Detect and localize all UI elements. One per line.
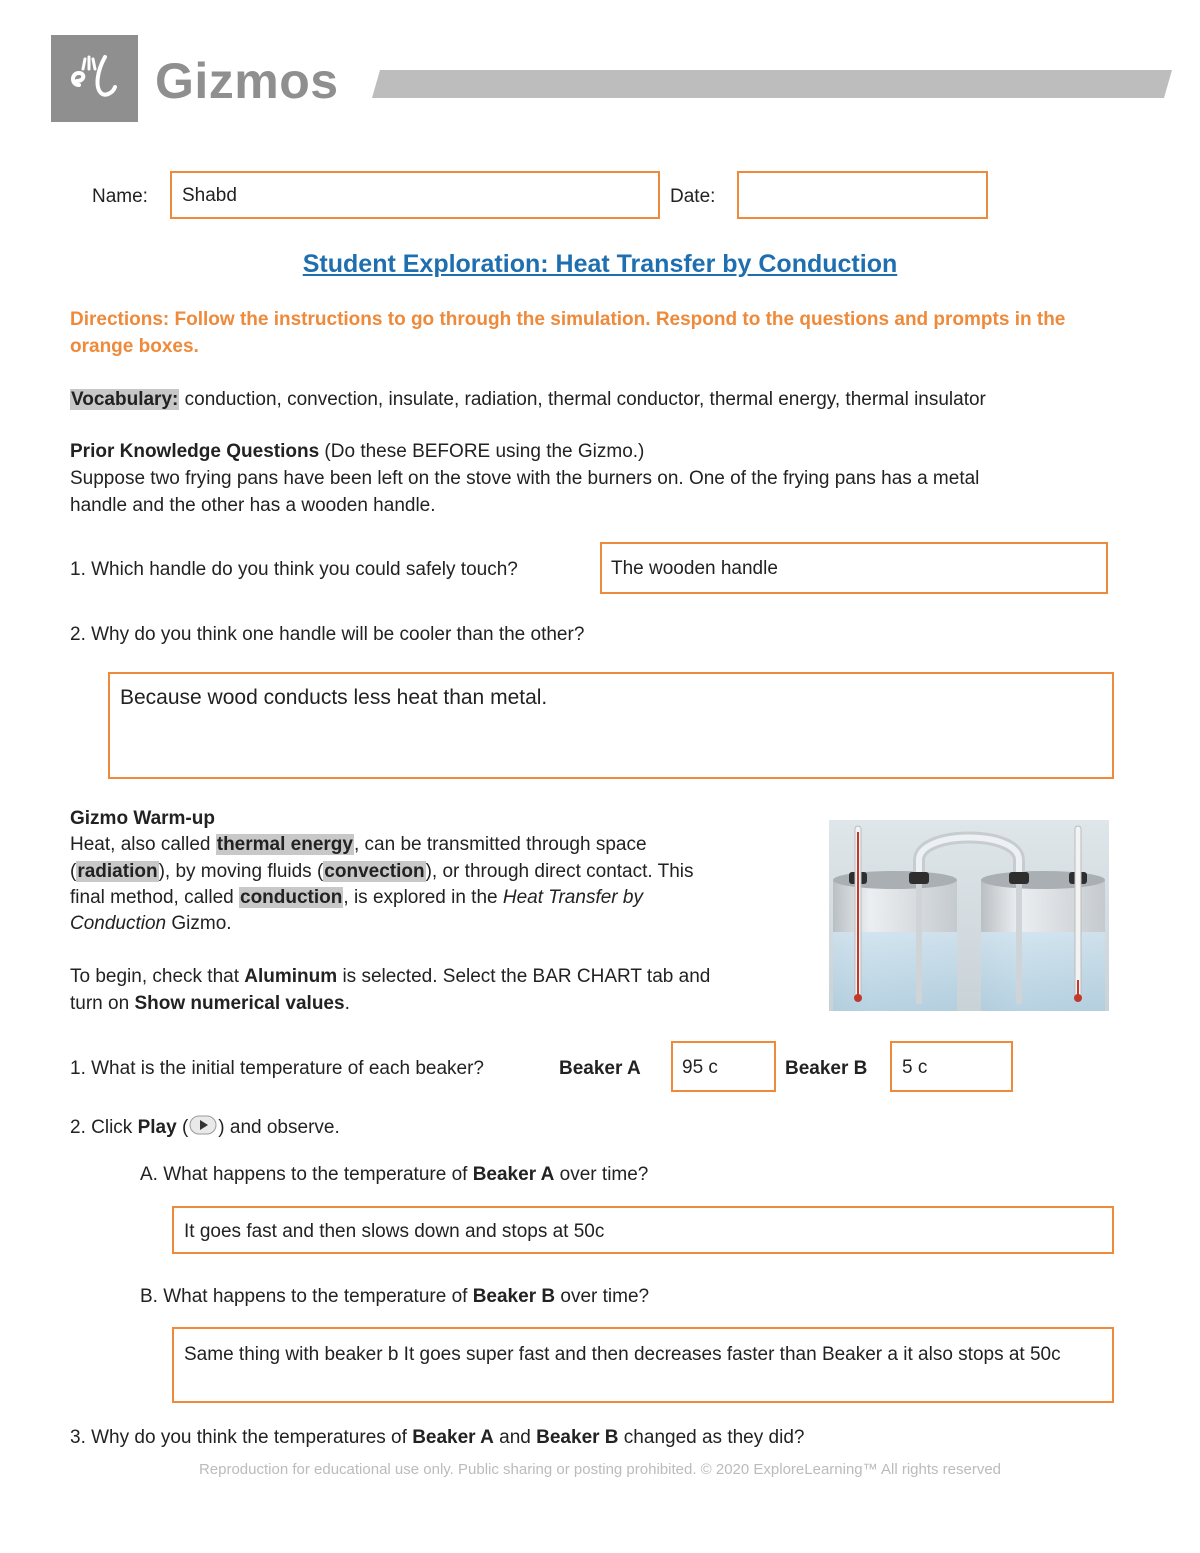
warmup-text: 3. Why do you think the temperatures of: [70, 1427, 413, 1448]
warmup-text: 2. Click: [70, 1117, 138, 1138]
warmup-line-5: [70, 963, 710, 990]
brand-name: Gizmos: [155, 53, 339, 109]
warmup-text: A. What happens to the temperature of: [140, 1164, 473, 1185]
beaker-b-ref: Beaker B: [472, 1286, 556, 1307]
beaker-b-ref: Beaker B: [536, 1427, 619, 1448]
beaker-b-value: 5 c: [902, 1057, 928, 1078]
term-radiation: radiation: [77, 861, 158, 882]
warmup-text: B. What happens to the temperature of: [140, 1286, 473, 1307]
beaker-a-input[interactable]: [671, 1041, 776, 1092]
warmup-text: is selected. Select the BAR CHART tab and: [337, 966, 711, 987]
warmup-text: (: [176, 1117, 189, 1138]
warmup-text: final method, called: [70, 887, 239, 908]
beaker-b-input[interactable]: [890, 1041, 1013, 1092]
warmup-text: Gizmo.: [166, 913, 232, 934]
prior-answer-1-box[interactable]: [600, 542, 1108, 594]
prior-question-1: 1. Which handle do you think you could safely touch?: [70, 559, 518, 580]
footer-copyright: Reproduction for educational use only. Public sharing or posting prohibited. © 2020 ExploreLearning™ All rights reserved: [198, 1461, 1002, 1478]
warmup-question-3: [70, 1424, 804, 1451]
directions: Directions: Follow the instructions to go through the simulation. Respond to the questions and prompts in the orange boxes.: [70, 309, 1066, 357]
prior-answer-1: The wooden handle: [611, 558, 778, 579]
warmup-text: ), by moving fluids (: [158, 861, 324, 882]
warmup-question-2: [70, 1114, 340, 1143]
name-label: Name:: [92, 186, 148, 207]
vocabulary-terms: conduction, convection, insulate, radiation, thermal conductor, thermal energy, thermal insulator: [179, 389, 986, 410]
play-icon: [189, 1115, 217, 1143]
warmup-text: (: [70, 861, 77, 882]
warmup-text: and: [493, 1427, 537, 1448]
answer-a-box[interactable]: [172, 1206, 1114, 1254]
warmup-text: Heat, also called: [70, 834, 216, 855]
prior-line-1: Suppose two frying pans have been left on the stove with the burners on. One of the frying pans has a metal: [70, 468, 980, 489]
vocabulary-label: Vocabulary:: [71, 389, 179, 410]
question-b: [140, 1283, 649, 1310]
date-label: Date:: [670, 186, 716, 207]
question-a: [140, 1161, 648, 1188]
warmup-question-1: 1. What is the initial temperature of each beaker?: [70, 1058, 485, 1079]
el-logo-icon: [51, 47, 138, 119]
warmup-text: changed as they did?: [618, 1427, 805, 1448]
show-values-label: Show numerical values: [134, 993, 345, 1014]
warmup-text: ), or through direct contact. This: [425, 861, 694, 882]
warmup-text: .: [344, 993, 350, 1014]
prior-answer-2-box[interactable]: [108, 672, 1114, 779]
warmup-line-4: [70, 910, 232, 937]
prior-line-2: handle and the other has a wooden handle.: [70, 495, 436, 516]
beaker-b-label: Beaker B: [785, 1058, 868, 1079]
gizmo-name: Conduction: [70, 913, 167, 934]
term-thermal-energy: thermal energy: [216, 834, 353, 855]
term-convection: convection: [324, 861, 425, 882]
prior-question-2: 2. Why do you think one handle will be cooler than the other?: [70, 624, 585, 645]
play-label: Play: [137, 1117, 177, 1138]
answer-b-box[interactable]: [172, 1327, 1114, 1403]
prior-heading: Prior Knowledge Questions: [70, 441, 320, 462]
warmup-line-3: [70, 884, 643, 911]
page-title: Student Exploration: Heat Transfer by Conduction: [302, 250, 898, 278]
warmup-text: over time?: [555, 1286, 650, 1307]
warmup-heading: Gizmo Warm-up: [70, 808, 215, 829]
date-field[interactable]: [737, 171, 988, 219]
term-conduction: conduction: [240, 887, 343, 908]
warmup-line-2: [70, 858, 694, 885]
answer-a: It goes fast and then slows down and stops at 50c: [184, 1221, 605, 1242]
beaker-a-ref: Beaker A: [412, 1427, 494, 1448]
header-rule: [372, 70, 1172, 98]
gizmo-name: Heat Transfer by: [502, 887, 643, 908]
aluminum-label: Aluminum: [244, 966, 338, 987]
warmup-text: , can be transmitted through space: [353, 834, 647, 855]
name-field[interactable]: [170, 171, 660, 219]
prior-note: (Do these BEFORE using the Gizmo.): [319, 441, 645, 462]
beaker-a-ref: Beaker A: [472, 1164, 555, 1185]
beakers-illustration-icon: [829, 820, 1109, 1011]
warmup-text: To begin, check that: [70, 966, 245, 987]
beaker-a-value: 95 c: [682, 1057, 718, 1078]
beaker-a-label: Beaker A: [559, 1058, 641, 1079]
warmup-text: over time?: [554, 1164, 649, 1185]
warmup-text: turn on: [70, 993, 135, 1014]
warmup-text: , is explored in the: [343, 887, 503, 908]
warmup-text: ) and observe.: [218, 1117, 340, 1138]
prior-answer-2: Because wood conducts less heat than metal.: [120, 686, 548, 709]
vocabulary: [70, 386, 986, 413]
warmup-line-6: [70, 990, 350, 1017]
prior-heading-line: [70, 438, 644, 465]
name-value: Shabd: [182, 185, 237, 206]
warmup-line-1: [70, 831, 647, 858]
answer-b: Same thing with beaker b It goes super fast and then decreases faster than Beaker a it also stops at 50c: [184, 1344, 1061, 1365]
